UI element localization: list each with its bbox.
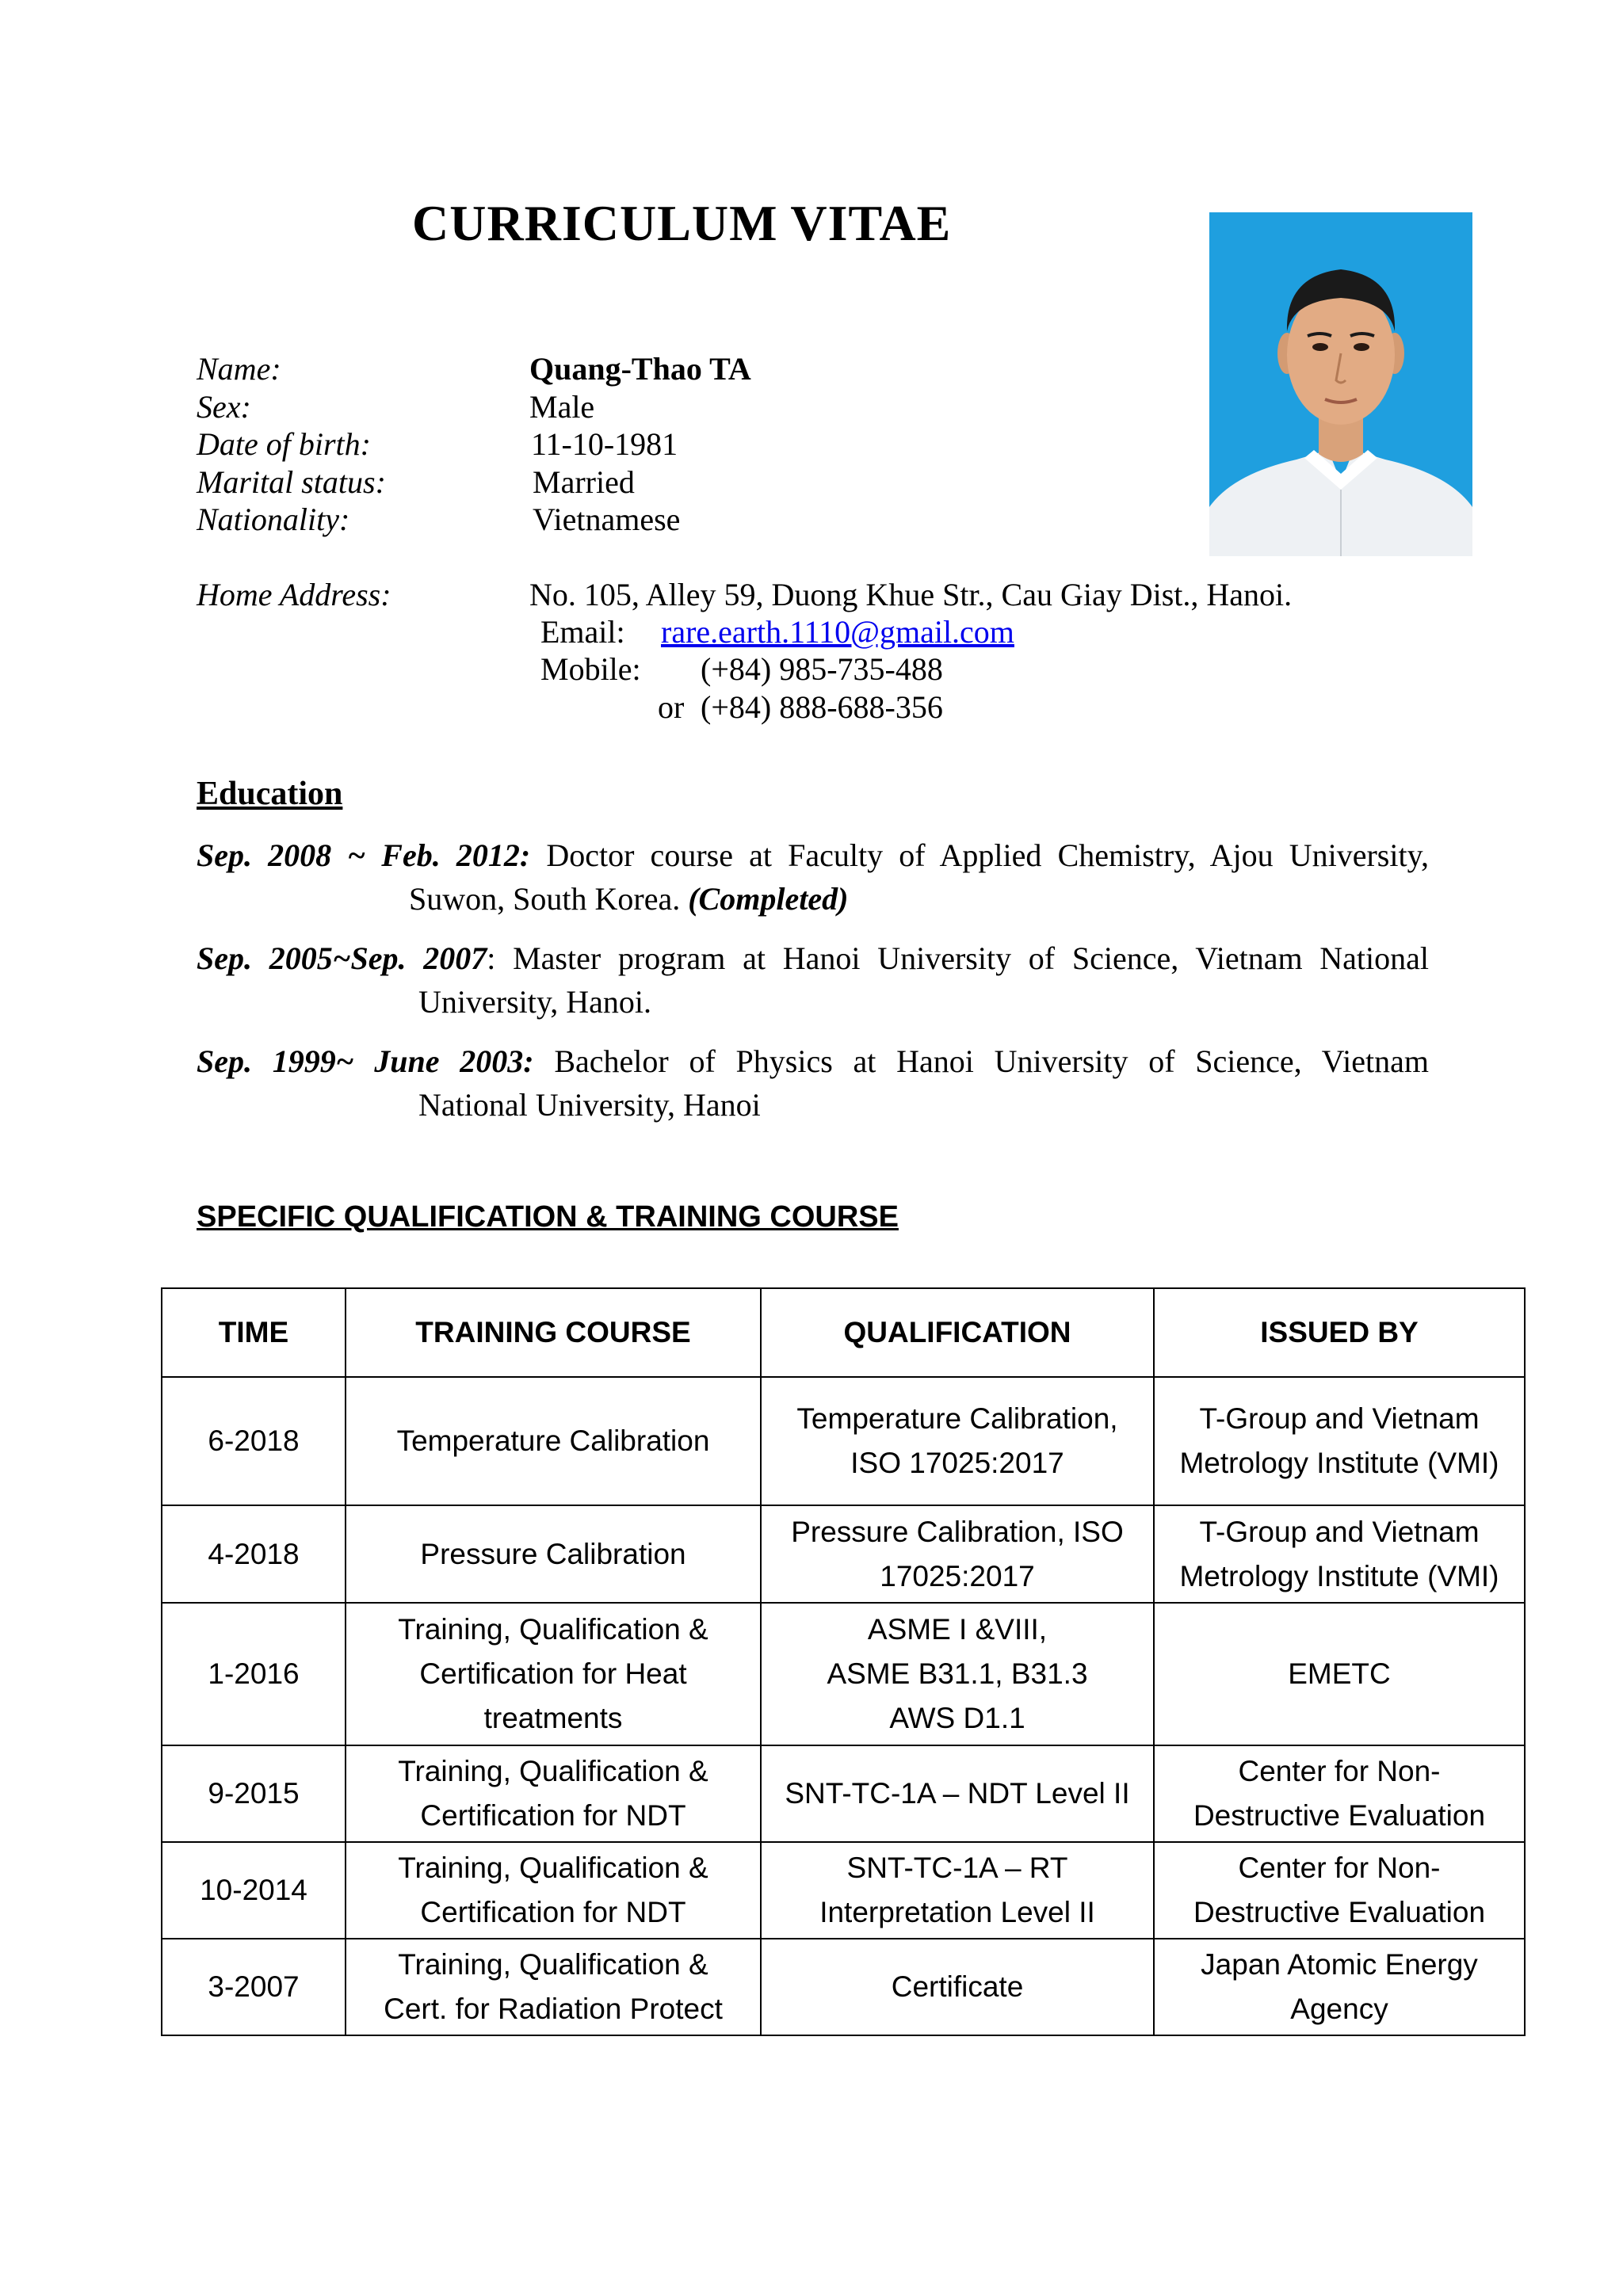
education-text-1b: Suwon, South Korea. (409, 881, 681, 917)
cell-training-course: Training, Qualification & Cert. for Radiation Protect (346, 1939, 761, 2035)
cell-issued-by: T-Group and Vietnam Metrology Institute (VMI) (1154, 1377, 1525, 1505)
education-colon-2: : (487, 940, 496, 976)
mobile-value: (+84) 985-735-488 (701, 651, 943, 687)
cell-qualification: ASME I &VIII, ASME B31.1, B31.3 AWS D1.1 (761, 1603, 1154, 1745)
marital-value: Married (533, 464, 635, 500)
column-header-issued-by: ISSUED BY (1154, 1288, 1525, 1377)
nationality-label: Nationality: (197, 502, 350, 537)
education-note-1: (Completed) (688, 881, 849, 917)
cell-qualification: Pressure Calibration, ISO 17025:2017 (761, 1505, 1154, 1603)
dob-label: Date of birth: (197, 426, 371, 462)
training-table (161, 1287, 1526, 2036)
cell-issued-by: EMETC (1154, 1603, 1525, 1745)
column-header-qualification: QUALIFICATION (761, 1288, 1154, 1377)
email-link[interactable]: rare.earth.1110@gmail.com (661, 614, 1014, 650)
address-value: No. 105, Alley 59, Duong Khue Str., Cau Giay Dist., Hanoi. (529, 577, 1293, 612)
email-row (661, 613, 1014, 650)
cell-issued-by: Center for Non- Destructive Evaluation (1154, 1842, 1525, 1939)
name-label: Name: (197, 351, 281, 387)
sex-value: Male (529, 389, 595, 425)
email-label: Email: (540, 614, 625, 650)
table-row (162, 1505, 1525, 1603)
cell-time: 10-2014 (162, 1842, 346, 1939)
profile-photo (1209, 212, 1472, 556)
cell-qualification: SNT-TC-1A – NDT Level II (761, 1745, 1154, 1842)
cell-issued-by: T-Group and Vietnam Metrology Institute (VMI) (1154, 1505, 1525, 1603)
name-value: Quang-Thao TA (529, 351, 751, 387)
education-text-2b: University, Hanoi. (418, 984, 652, 1020)
education-period-2: Sep. 2005~Sep. 2007 (197, 940, 487, 976)
cell-time: 3-2007 (162, 1939, 346, 2035)
cell-qualification: SNT-TC-1A – RT Interpretation Level II (761, 1842, 1154, 1939)
table-row (162, 1603, 1525, 1745)
page-title: CURRICULUM VITAE (412, 195, 952, 251)
cell-training-course: Pressure Calibration (346, 1505, 761, 1603)
cell-time: 4-2018 (162, 1505, 346, 1603)
cell-training-course: Training, Qualification & Certification for NDT (346, 1842, 761, 1939)
cell-issued-by: Center for Non- Destructive Evaluation (1154, 1745, 1525, 1842)
cell-training-course: Training, Qualification & Certification for NDT (346, 1745, 761, 1842)
education-period-1: Sep. 2008 ~ Feb. 2012: (197, 837, 531, 873)
marital-label: Marital status: (197, 464, 386, 500)
table-row (162, 1842, 1525, 1939)
mobile-alt-value: (+84) 888-688-356 (701, 689, 943, 725)
education-text-1a: Doctor course at Faculty of Applied Chemistry, Ajou University, (546, 837, 1429, 873)
cell-time: 1-2016 (162, 1603, 346, 1745)
education-text-2a: Master program at Hanoi University of Science, Vietnam National (513, 940, 1430, 976)
education-entry-2 (197, 936, 1429, 1024)
education-text-3b: National University, Hanoi (418, 1087, 761, 1123)
table-header-row (162, 1288, 1525, 1377)
education-period-3: Sep. 1999~ June 2003: (197, 1043, 534, 1079)
qualification-heading: SPECIFIC QUALIFICATION & TRAINING COURSE (197, 1200, 899, 1234)
column-header-training-course: TRAINING COURSE (346, 1288, 761, 1377)
mobile-alt-prefix: or (658, 689, 685, 725)
cell-time: 9-2015 (162, 1745, 346, 1842)
cell-qualification: Temperature Calibration, ISO 17025:2017 (761, 1377, 1154, 1505)
cell-qualification: Certificate (761, 1939, 1154, 2035)
education-entry-3 (197, 1039, 1429, 1127)
dob-value: 11-10-1981 (531, 426, 678, 462)
table-row (162, 1939, 1525, 2035)
cell-time: 6-2018 (162, 1377, 346, 1505)
sex-label: Sex: (197, 389, 251, 425)
education-entry-1 (197, 833, 1429, 921)
nationality-value: Vietnamese (533, 502, 681, 537)
table-row (162, 1745, 1525, 1842)
address-label: Home Address: (197, 577, 391, 612)
table-row (162, 1377, 1525, 1505)
portrait-image (1209, 212, 1472, 556)
education-text-3a: Bachelor of Physics at Hanoi University of Science, Vietnam (554, 1043, 1430, 1079)
cell-training-course: Temperature Calibration (346, 1377, 761, 1505)
education-heading: Education (197, 776, 343, 812)
mobile-label: Mobile: (540, 651, 641, 687)
column-header-time: TIME (162, 1288, 346, 1377)
cell-issued-by: Japan Atomic Energy Agency (1154, 1939, 1525, 2035)
cell-training-course: Training, Qualification & Certification for Heat treatments (346, 1603, 761, 1745)
